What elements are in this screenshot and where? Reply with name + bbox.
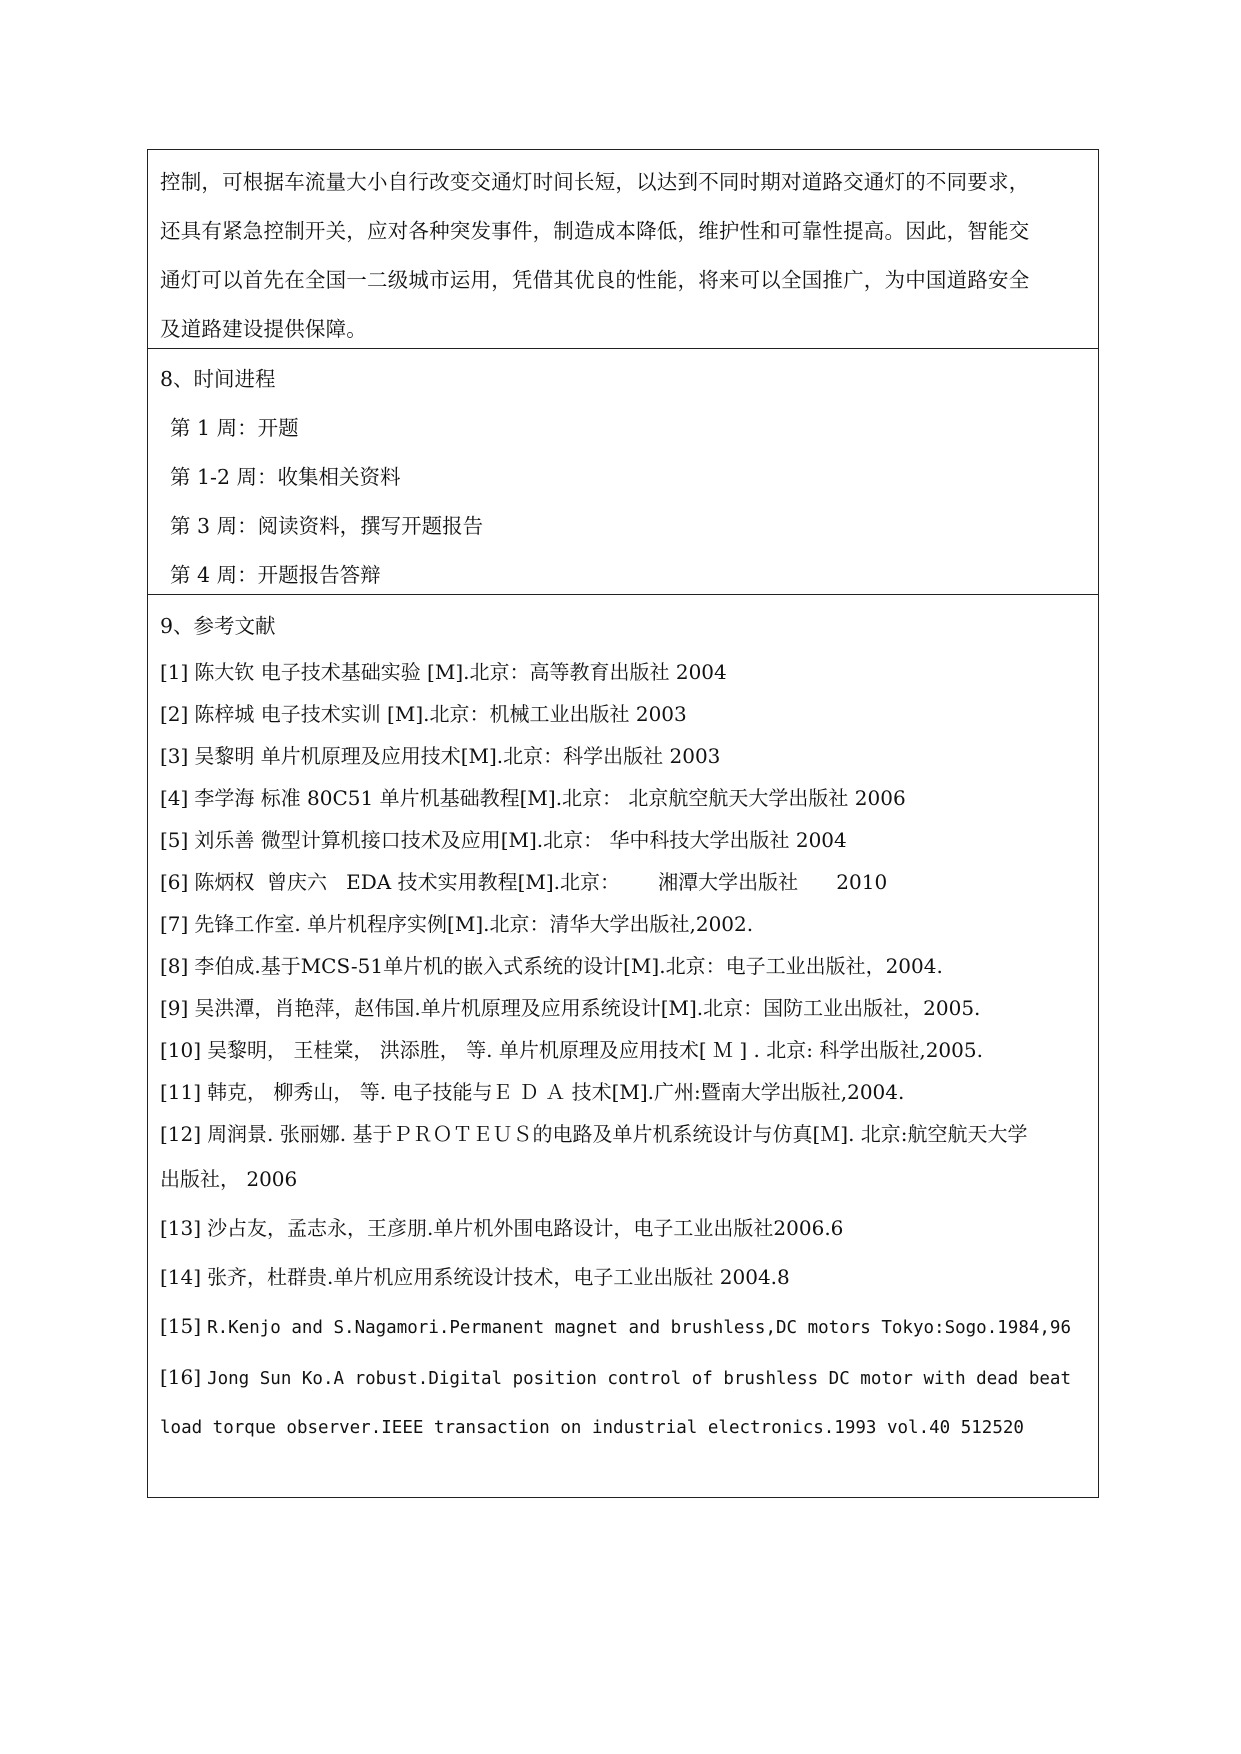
reference-text: 张齐，杜群贵.单片机应用系统设计技术，电子工业出版社 2004.8 [207, 1265, 790, 1289]
reference-number: [1] [160, 660, 189, 684]
reference-number: [15] [160, 1314, 202, 1338]
reference-item [160, 735, 1088, 777]
reference-text: 韩克， 柳秀山， 等. 电子技能与Ｅ Ｄ Ａ 技术[M].广州:暨南大学出版社,2004. [207, 1080, 905, 1104]
reference-item [160, 693, 1088, 735]
reference-text: 吴洪潭，肖艳萍，赵伟国.单片机原理及应用系统设计[M].北京：国防工业出版社，2005. [194, 996, 981, 1020]
reference-number: [13] [160, 1216, 202, 1240]
schedule-title: 8、时间进程 [160, 367, 276, 391]
reference-number: [8] [160, 954, 189, 978]
reference-number: [11] [160, 1080, 202, 1104]
references-cell [148, 594, 1098, 1497]
schedule-item: 第 4 周：开题报告答辩 [170, 563, 381, 587]
reference-item [160, 777, 1088, 819]
reference-number: [4] [160, 786, 189, 810]
intro-line: 控制，可根据车流量大小自行改变交通灯时间长短，以达到不同时期对道路交通灯的不同要求， [160, 170, 1030, 194]
reference-number: [2] [160, 702, 189, 726]
reference-item [160, 945, 1088, 987]
reference-item [160, 1353, 1088, 1404]
reference-text: 周润景. 张丽娜. 基于ＰＲＯＴＥＵＳ的电路及单片机系统设计与仿真[Ｍ]. 北京:航空航天大学 [207, 1122, 1028, 1146]
reference-number: [10] [160, 1038, 202, 1062]
schedule-item: 第 3 周：阅读资料，撰写开题报告 [170, 514, 484, 538]
reference-number: [9] [160, 996, 189, 1020]
reference-item [160, 1113, 1088, 1155]
reference-continuation: 出版社， 2006 [160, 1167, 298, 1191]
reference-text: 吴黎明 单片机原理及应用技术[M].北京：科学出版社 2003 [194, 744, 721, 768]
reference-text: 吴黎明， 王桂棠， 洪添胜， 等. 单片机原理及应用技术[ Ｍ ] . 北京: 科学出版社,2005. [207, 1038, 983, 1062]
reference-item [160, 1302, 1088, 1353]
schedule-item: 第 1-2 周：收集相关资料 [170, 465, 401, 489]
intro-line: 还具有紧急控制开关，应对各种突发事件，制造成本降低，维护性和可靠性提高。因此，智能交 [160, 219, 1030, 243]
reference-number: [3] [160, 744, 189, 768]
proposal-table [147, 149, 1099, 1498]
reference-text: 陈炳权 曾庆六 EDA 技术实用教程[M].北京： 湘潭大学出版社 2010 [194, 870, 888, 894]
reference-text: 李伯成.基于MCS-51单片机的嵌入式系统的设计[M].北京：电子工业出版社，2004. [194, 954, 943, 978]
reference-item [160, 819, 1088, 861]
reference-number: [12] [160, 1122, 202, 1146]
reference-item [160, 1253, 1088, 1302]
reference-number: [7] [160, 912, 189, 936]
reference-text: Jong Sun Ko.A robust.Digital position control of brushless DC motor with dead beat [207, 1369, 1072, 1389]
reference-number: [5] [160, 828, 189, 852]
intro-line: 及道路建设提供保障。 [160, 317, 367, 341]
reference-number: [6] [160, 870, 189, 894]
reference-text: R.Kenjo and S.Nagamori.Permanent magnet and brushless,DC motors Tokyo:Sogo.1984,96 [207, 1318, 1072, 1338]
intro-line: 通灯可以首先在全国一二级城市运用，凭借其优良的性能，将来可以全国推广，为中国道路安全 [160, 268, 1030, 292]
reference-item [160, 1071, 1088, 1113]
intro-cell [148, 150, 1098, 348]
reference-text: 沙占友，孟志永，王彦朋.单片机外围电路设计，电子工业出版社2006.6 [207, 1216, 844, 1240]
schedule-cell [148, 348, 1098, 594]
reference-text: 李学海 标准 80C51 单片机基础教程[M].北京： 北京航空航天大学出版社 2006 [194, 786, 906, 810]
reference-item [160, 651, 1088, 693]
reference-item [160, 861, 1088, 903]
reference-text: 刘乐善 微型计算机接口技术及应用[M].北京： 华中科技大学出版社 2004 [194, 828, 847, 852]
reference-number: [16] [160, 1365, 202, 1389]
reference-item [160, 903, 1088, 945]
references-title: 9、参考文献 [160, 614, 276, 638]
reference-item [160, 1029, 1088, 1071]
reference-number: [14] [160, 1265, 202, 1289]
reference-text: 陈大钦 电子技术基础实验 [M].北京：高等教育出版社 2004 [194, 660, 727, 684]
reference-continuation: load torque observer.IEEE transaction on industrial electronics.1993 vol.40 512520 [160, 1418, 1024, 1438]
reference-text: 先锋工作室. 单片机程序实例[M].北京：清华大学出版社,2002. [194, 912, 754, 936]
reference-item [160, 987, 1088, 1029]
reference-text: 陈梓城 电子技术实训 [M].北京：机械工业出版社 2003 [194, 702, 687, 726]
reference-item [160, 1204, 1088, 1253]
schedule-item: 第 1 周：开题 [170, 416, 299, 440]
